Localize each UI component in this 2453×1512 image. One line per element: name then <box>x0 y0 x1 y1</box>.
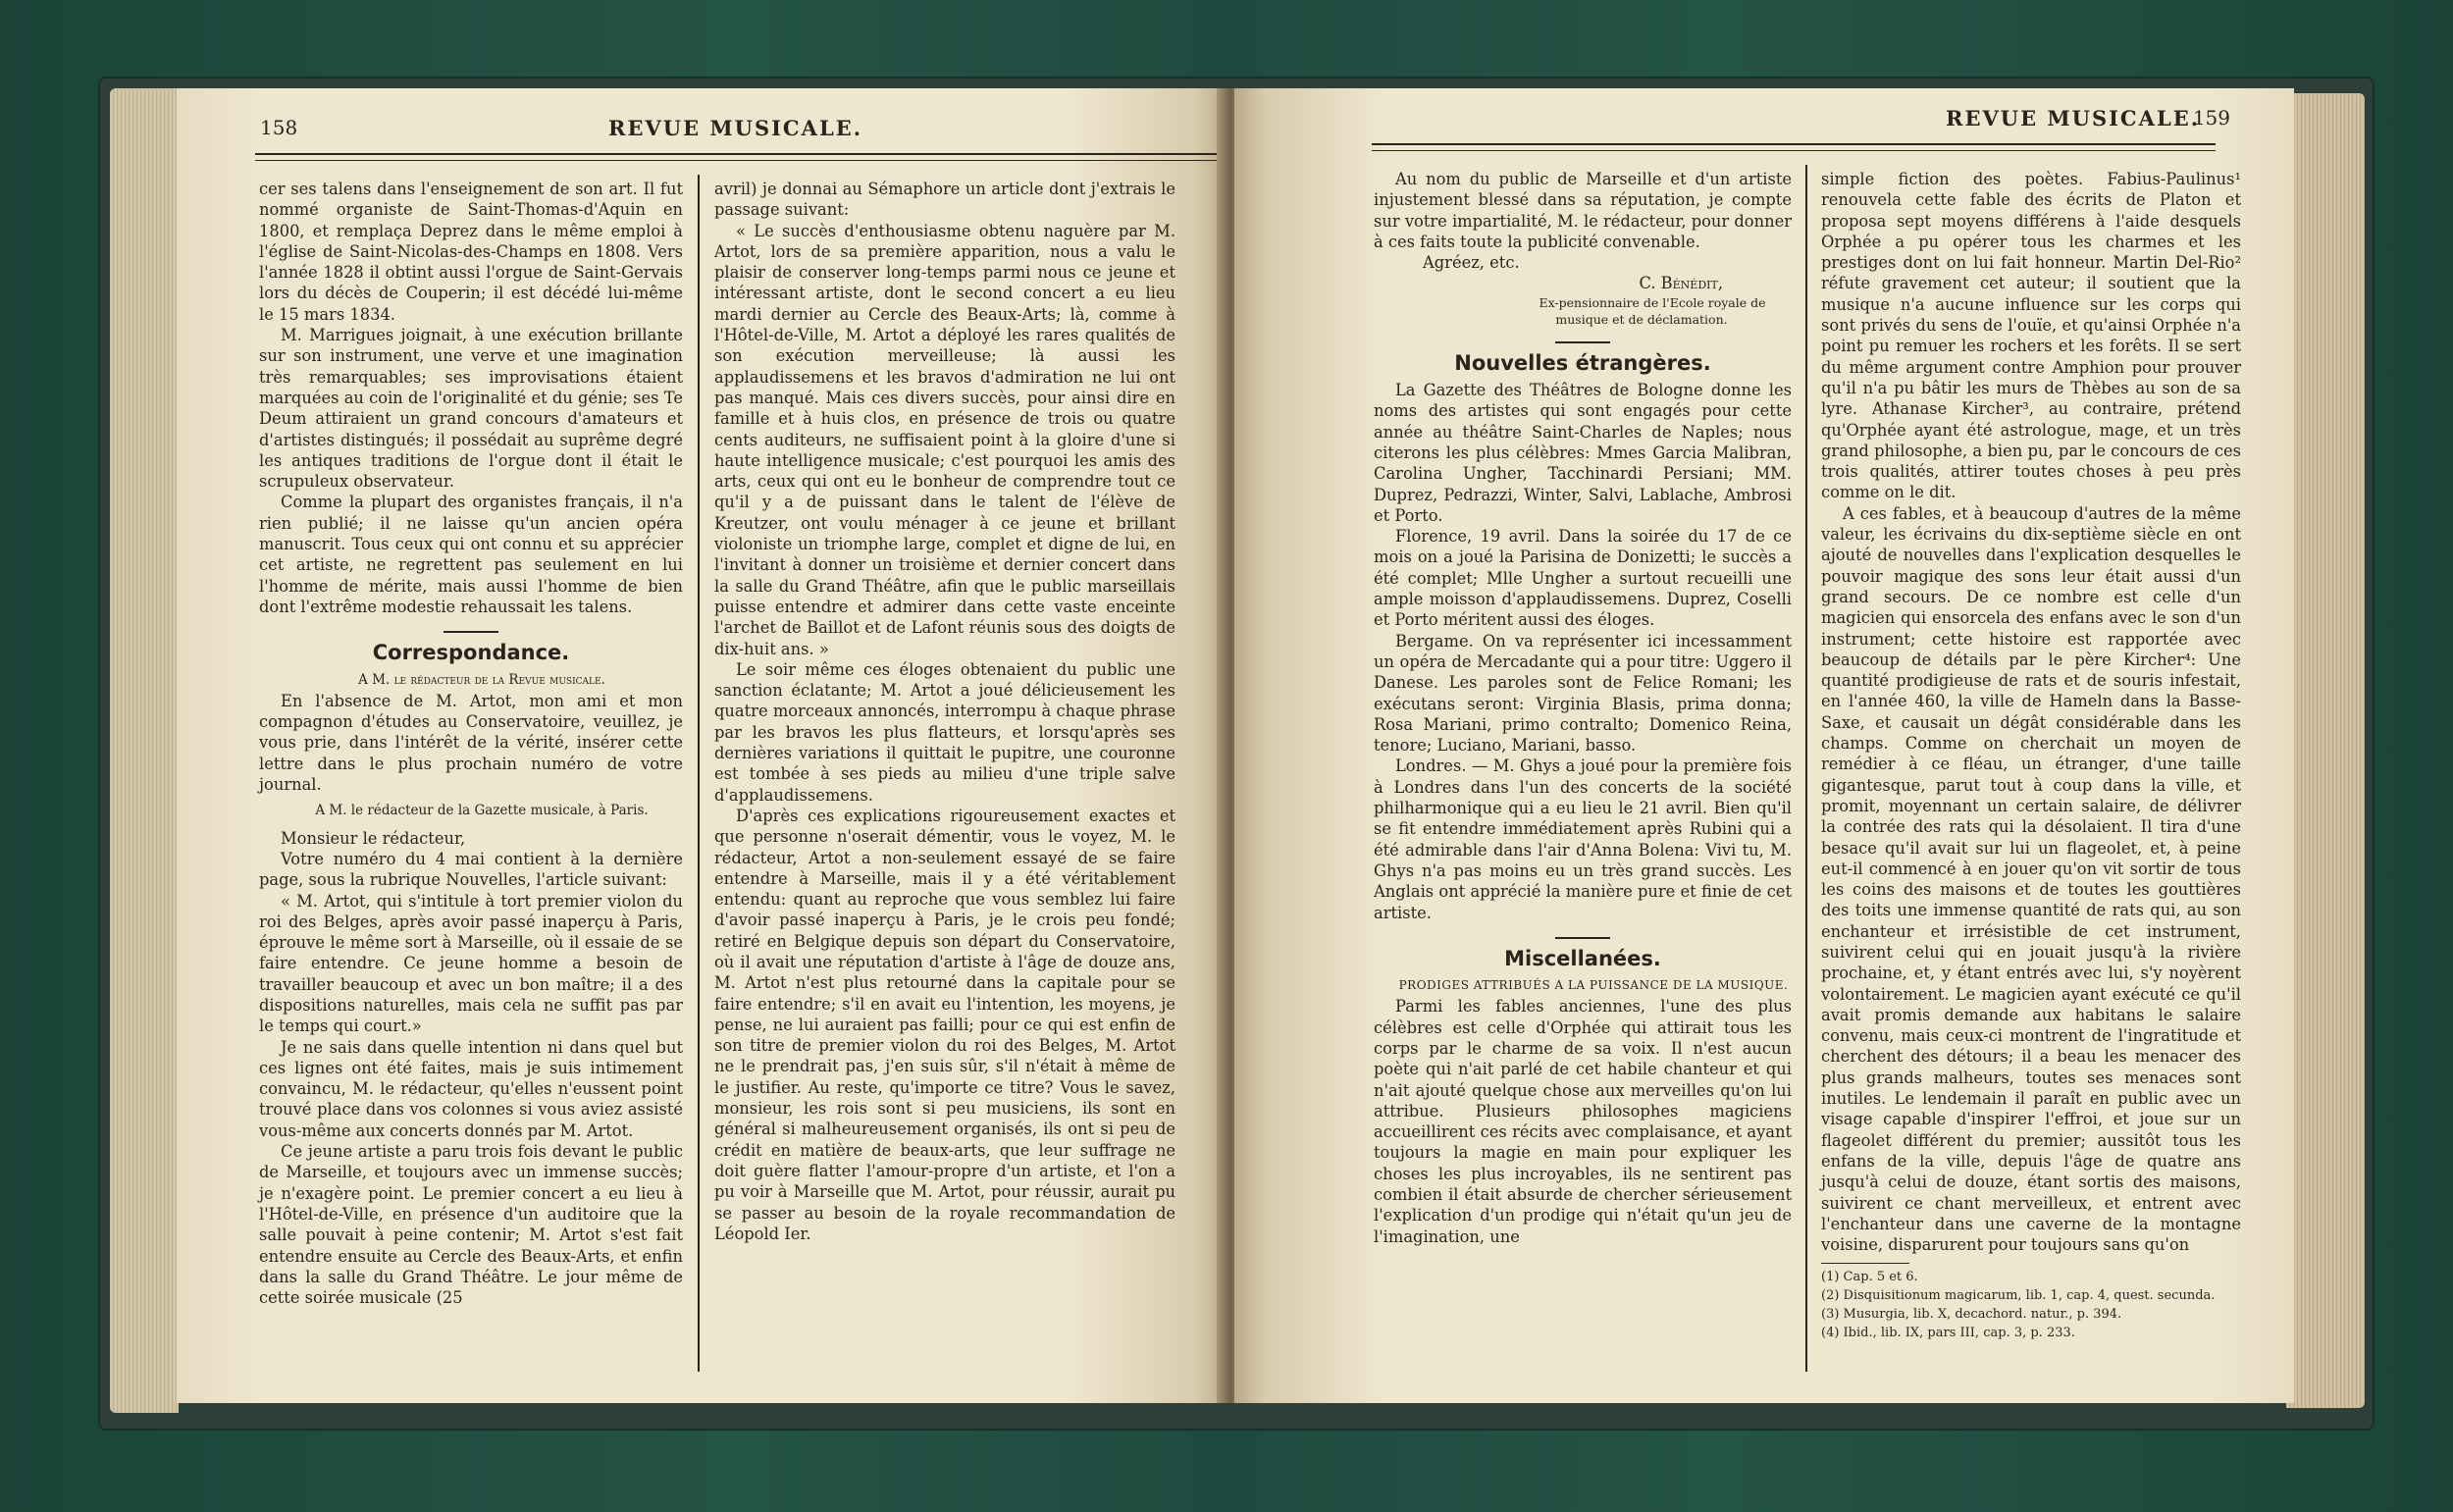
paragraph: A ces fables, et à beaucoup d'autres de la même valeur, les écrivains du dix-septième siècle en ont ajouté de nouvelles dans l'explication desquelles le pouvoir magique des sons leur était aussi d'un grand secours. De ce nombre est celle d'un magicien qui ensorcela des enfans avec le son d'un instrument; cette histoire est rapportée avec beaucoup de détails par le père Kircher⁴: Une quantité prodigieuse de rats et de souris infestait, en l'année 460, la ville de Hameln dans la Basse-Saxe, et causait un dégât considérable dans les champs. Comme on cherchait un moyen de remédier à ce fléau, un étranger, d'une taille gigantesque, parut tout à coup dans la ville, et promit, moyennant un certain salaire, de délivrer la contrée des rats qui la désolaient. Il tira d'une besace qu'il avait sur lui un flageolet, et, à peine eut-il commencé à en jouer qu'on vit sortir de tous les coins des maisons et de toutes les gouttières des toits une immense quantité de rats qui, au son enchanteur et irrésistible de cet instrument, suivirent celui qui en jouait jusqu'à la rivière prochaine, et, y étant entrés avec lui, s'y noyèrent volontairement. Le magicien ayant exécuté ce qu'il avait promis demande aux habitans le salaire convenu, mais ceux-ci montrent de l'ingratitude et cherchent des détours; il a beau les menacer des plus grands malheurs, toutes ses menaces sont inutiles. Le lendemain il paraît en public avec un visage capable d'inspirer l'effroi, et joue sur un flageolet différent du premier; aussitôt tous les enfans de la ville, depuis l'âge de quatre ans jusqu'à celui de douze, étant sortis des maisons, suivirent ce chant merveilleux, et entrent avec l'enchanteur dans une caverne de la montagne voisine, disparurent pour toujours sans qu'on <box>1821 503 2241 1255</box>
footnote: (3) Musurgia, lib. X, decachord. natur., p. 394. <box>1821 1307 2122 1323</box>
salutation: Monsieur le rédacteur, <box>281 828 466 848</box>
paragraph: « Le succès d'enthousiasme obtenu naguère par M. Artot, lors de sa première apparition, nous a valu le plaisir de conserver long-temps parmi nous ce jeune et intéressant artiste, dont le second concert a eu lieu mardi dernier au Cercle des Beaux-Arts; là, comme à l'Hôtel-de-Ville, M. Artot a déployé les rares qualités de son exécution merveilleuse; là aussi les applaudissemens et les bravos d'admiration ne lui ont pas manqué. Mais ces divers succès, pour ainsi dire en famille et à huis clos, en présence de trois ou quatre cents auditeurs, ne suffisaient point à la gloire d'une si haute intelligence musicale; c'est pourquoi les amis des arts, ceux qui ont eu le bonheur de comprendre tout ce qu'il y a de puissant dans le talent de l'élève de Kreutzer, ont voulu ménager à ce jeune et brillant violoniste un triomphe large, complet et digne de lui, en l'invitant à donner un troisième et dernier concert dans la salle du Grand Théâtre, afin que le public marseillais puisse entendre et admirer dans cette vaste enceinte l'archet de Baillot et de Lafont réunis sous des doigts de dix-huit ans. » <box>714 221 1175 658</box>
paragraph: Comme la plupart des organistes français, il n'a rien publié; il ne laisse qu'un ancien opéra manuscrit. Tous ceux qui ont connu et su apprécier cet artiste, ne regrettent pas seulement en lui l'homme de mérite, mais aussi l'homme de bien dont l'extrême modestie rehaussait les talens. <box>259 493 683 616</box>
signature-affiliation: Ex-pensionnaire de l'Ecole royale de musique et de déclamation. <box>1539 294 1766 327</box>
section-title-nouvelles: Nouvelles étrangères. <box>1454 350 1711 375</box>
letter-address: A M. le rédacteur de la Revue musicale. <box>358 671 605 688</box>
letter-address-2: A M. le rédacteur de la Gazette musicale, à Paris. <box>315 803 649 819</box>
paragraph: Je ne sais dans quelle intention ni dans quel but ces lignes ont été faites, mais je suis intimement convaincu, M. le rédacteur, qu'elles n'eussent point trouvé place dans vos colonnes si vous aviez assisté vous-même aux concerts donnés par M. Artot. <box>259 1037 683 1140</box>
paragraph: D'après ces explications rigoureusement exactes et que personne n'oserait démentir, vous le voyez, M. le rédacteur, Artot a non-seulement essayé de se faire entendre à Marseille, mais il y a été véritablement entendu: quant au reproche que vous semblez lui faire d'avoir passé inaperçu à Paris, je le crois peu fondé; retiré en Belgique depuis son départ du Conservatoire, où il avait une réputation d'artiste à l'âge de douze ans, M. Artot n'est plus retourné dans la capitale pour se faire entendre; s'il en avait eu l'intention, les moyens, je pense, ne lui auraient pas failli; pour ce qui est enfin de son titre de premier violon du roi des Belges, M. Artot ne le prendrait pas, j'en suis sûr, s'il n'était à même de le justifier. Au reste, qu'importe ce titre? Vous le savez, monsieur, les rois sont si peu musiciens, ils sont en général si malheureusement organisés, ils ont si peu de crédit en matière de beaux-arts, que leur suffrage ne doit guère flatter l'amour-propre d'un artiste, et l'on a pu voir à Marseille que M. Artot, pour réussir, aurait pu se passer au besoin de la royale recommandation de Léopold Ier. <box>714 806 1175 1243</box>
right-running-title: REVUE MUSICALE. <box>1946 106 2201 130</box>
paragraph: Parmi les fables anciennes, l'une des plus célèbres est celle d'Orphée qui attirait tous les corps par le charme de sa voix. Il n'est aucun poète qui n'ait parlé de cet habile chanteur et qui n'ait ajouté quelque chose aux merveilles qu'on lui attribue. Plusieurs philosophes magiciens accueillirent ces récits avec complaisance, et ayant toujours la magie en main pour expliquer les choses les plus incroyables, ils ne sentirent pas combien il était absurde de chercher sérieusement l'explication d'un prodige qui n'était qu'un jeu de l'imagination, une <box>1374 997 1792 1246</box>
page-edges-right <box>2286 93 2365 1408</box>
paragraph: avril) je donnai au Sémaphore un article dont j'extrais le passage suivant: <box>714 180 1175 220</box>
left-page-column-1 <box>259 179 683 1308</box>
right-page-header <box>1367 106 2230 141</box>
article-subhead: PRODIGES ATTRIBUÉS A LA PUISSANCE DE LA MUSIQUE. <box>1398 978 1789 993</box>
signature: C. Bénédit, <box>1639 274 1723 293</box>
right-header-rule <box>1372 143 2216 151</box>
footnote-rule <box>1821 1263 1909 1264</box>
paragraph: Bergame. On va représenter ici incessamment un opéra de Mercadante qui a pour titre: Uggero il Danese. Les paroles sont de Felice Romani; les exécutans seront: Virginia Blasis, prima donna; Rosa Mariani, primo contralto; Domenico Reina, tenore; Luciano, Mariani, basso. <box>1374 631 1792 756</box>
left-page-number: 158 <box>260 116 298 139</box>
paragraph: Ce jeune artiste a paru trois fois devant le public de Marseille, et toujours avec un immense succès; je n'exagère point. Le premier concert a eu lieu à l'Hôtel-de-Ville, en présence d'un auditoire que la salle pouvait à peine contenir; M. Artot s'est fait entendre ensuite au Cercle des Beaux-Arts, et enfin dans la salle du Grand Théâtre. Le jour même de cette soirée musicale (25 <box>259 1142 683 1308</box>
paragraph: La Gazette des Théâtres de Bologne donne les noms des artistes qui sont engagés pour cette année au théâtre Saint-Charles de Naples; nous citerons les plus célèbres: Mmes Garcia Malibran, Carolina Ungher, Tacchinardi Persiani; MM. Duprez, Pedrazzi, Winter, Salvi, Lablache, Ambrosi et Porto. <box>1374 381 1792 525</box>
left-page <box>177 88 1226 1403</box>
right-page-column-1 <box>1374 169 1792 1247</box>
paragraph: Londres. — M. Ghys a joué pour la première fois à Londres dans l'un des concerts de la société philharmonique qui a eu lieu le 21 avril. Bien qu'il se fit entendre immédiatement après Rubini qui a été admirable dans l'air d'Anna Bolena: Vivi tu, M. Ghys n'a pas moins eu un très grand succès. Les Anglais ont apprécié la manière pure et finie de cet artiste. <box>1374 756 1792 922</box>
section-divider <box>1555 341 1610 343</box>
left-header-rule <box>255 153 1236 161</box>
left-page-column-2 <box>714 179 1175 1244</box>
paragraph: En l'absence de M. Artot, mon ami et mon compagnon d'études au Conservatoire, veuillez, je vous prie, dans l'intérêt de la vérité, insérer cette lettre dans le plus prochain numéro de votre journal. <box>259 691 683 795</box>
section-divider <box>444 631 498 633</box>
right-column-divider <box>1805 165 1807 1372</box>
left-running-title: REVUE MUSICALE. <box>608 116 863 140</box>
left-column-divider <box>698 175 700 1372</box>
paragraph: Au nom du public de Marseille et d'un artiste injustement blessé dans sa réputation, je compte sur votre impartialité, M. le rédacteur, pour donner à ces faits toute la publicité convenable. <box>1374 170 1792 251</box>
right-page <box>1234 88 2294 1403</box>
paragraph: Le soir même ces éloges obtenaient du public une sanction éclatante; M. Artot a joué délicieusement les quatre morceaux annoncés, interrompu à chaque phrase par les bravos les plus flatteurs, et lorsqu'après ses dernières variations il quittait le pupitre, une couronne est tombée à ses pieds au milieu d'une triple salve d'applaudissemens. <box>714 659 1175 805</box>
right-page-number: 159 <box>2192 106 2230 130</box>
paragraph: Votre numéro du 4 mai contient à la dernière page, sous la rubrique Nouvelles, l'article suivant: <box>259 849 683 890</box>
paragraph: « M. Artot, qui s'intitule à tort premier violon du roi des Belges, après avoir passé inaperçu à Paris, éprouve le même sort à Marseille, où il essaie de se faire entendre. Ce jeune homme a besoin de travailler beaucoup et avec un bon maître; il a des dispositions naturelles, mais cela ne suffit pas par le temps qui court.» <box>259 891 683 1036</box>
footnote: (2) Disquisitionum magicarum, lib. 1, cap. 4, quest. secunda. <box>1821 1288 2216 1304</box>
paragraph: M. Marrigues joignait, à une exécution brillante sur son instrument, une verve et une imagination très remarquables; ses improvisations étaient marquées au coin de l'originalité et du génie; ses Te Deum attiraient un grand concours d'amateurs et d'artistes distingués; il possédait au suprême degré les antiques traditions de l'orgue dont il était le scrupuleux observateur. <box>259 326 683 492</box>
section-title-correspondance: Correspondance. <box>372 641 570 665</box>
paragraph: Florence, 19 avril. Dans la soirée du 17 de ce mois on a joué la Parisina de Donizetti; le succès a été complet; Mlle Ungher a surtout recueilli une ample moisson d'applaudissemens. Duprez, Coselli et Porto méritent aussi des éloges. <box>1374 527 1792 630</box>
section-divider <box>1555 937 1610 939</box>
page-edges-left <box>110 88 179 1413</box>
footnote: (1) Cap. 5 et 6. <box>1821 1270 1918 1285</box>
paragraph: cer ses talens dans l'enseignement de son art. Il fut nommé organiste de Saint-Thomas-d'Aquin en 1800, et remplaça Deprez dans le même emploi à l'église de Saint-Nicolas-des-Champs en 1808. Vers l'année 1828 il obtint aussi l'orgue de Saint-Gervais lors du décès de Couperin; il est décédé lui-même le 15 mars 1834. <box>259 180 683 324</box>
closing: Agréez, etc. <box>1423 253 1520 273</box>
left-page-header <box>260 116 1202 151</box>
footnote: (4) Ibid., lib. IX, pars III, cap. 3, p. 233. <box>1821 1326 2075 1341</box>
section-title-miscellanees: Miscellanées. <box>1504 946 1661 970</box>
right-page-column-2 <box>1821 169 2241 1342</box>
paragraph: simple fiction des poètes. Fabius-Paulinus¹ renouvela cette fable des écrits de Platon et proposa sept moyens différens à l'aide desquels Orphée a pu opérer tous les charmes et les prestiges dont on lui fait honneur. Martin Del-Rio² réfute gravement cet auteur; il soutient que la musique n'a aucune influence sur les corps qui sont privés du sens de l'ouïe, et qu'ainsi Orphée n'a point pu remuer les rochers et les forêts. Il se sert du même argument contre Amphion pour prouver qu'il n'a pu bâtir les murs de Thèbes au son de sa lyre. Athanase Kircher³, au contraire, prétend qu'Orphée ayant été astrologue, mage, et un très grand philosophe, a bien pu, par le concours de ces trois qualités, attirer toutes choses à peu près comme on le dit. <box>1821 170 2241 502</box>
